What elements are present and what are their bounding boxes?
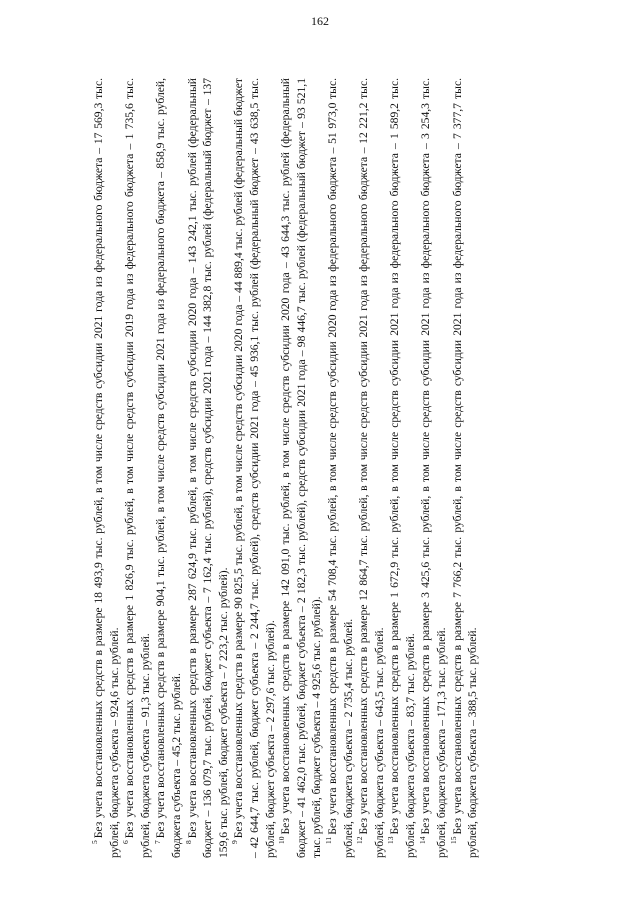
footnote-6: [122, 78, 153, 858]
footnote-text: Без учета восстановленных средств в размере 287 624,9 тыс. рублей, в том числе средств субсидии 2020 года – 143 242,1 тыс. рублей (федеральный бюджет – 136 079,7 тыс. рублей, бюджет субъекта – 7 162,4 тыс. рублей), средств субсидии 2021 года – 144 382,8 тыс. рублей (федеральный бюджет – 137 159,6 тыс. рублей, бюджет субъекта – 7 223,2 тыс. рублей).: [185, 78, 230, 858]
footnote-number: 8: [183, 840, 193, 844]
footnote-number: 13: [386, 836, 396, 844]
footnote-number: 14: [417, 836, 427, 844]
footnote-text: Без учета восстановленных средств в размере 1 826,9 тыс. рублей, в том числе средств субсидии 2019 года из федерального бюджета – 1 735,6 тыс. рублей, бюджета субъекта – 91,3 тыс. рублей.: [123, 78, 152, 858]
footnote-number: 9: [230, 840, 240, 844]
footnote-number: 10: [277, 836, 287, 844]
footnote-text: Без учета восстановленных средств в размере 18 493,9 тыс. рублей, в том числе средств субсидии 2021 года из федерального бюджета – 17 569,3 тыс. рублей, бюджета субъекта – 924,6 тыс. рублей.: [92, 78, 121, 858]
footnote-text: Без учета восстановленных средств в размере 7 766,2 тыс. рублей, в том числе средств субсидии 2021 года из федерального бюджета – 7 377,7 тыс. рублей, бюджета субъекта – 388,5 тыс. рублей.: [450, 78, 480, 858]
footnote-number: 11: [324, 836, 334, 844]
footnote-13: [387, 78, 418, 858]
footnote-7: [153, 78, 184, 858]
footnote-14: [418, 78, 449, 858]
footnote-11: [325, 78, 356, 858]
footnote-text: Без учета восстановленных средств в размере 1 672,9 тыс. рублей, в том числе средств субсидии 2021 года из федерального бюджета – 1 589,2 тыс. рублей, бюджета субъекта – 83,7 тыс. рублей.: [388, 78, 417, 858]
footnote-15: [450, 78, 481, 858]
footnote-number: 6: [121, 840, 131, 844]
footnote-text: Без учета восстановленных средств в размере 142 091,0 тыс. рублей, в том числе средств субсидии 2020 года – 43 644,3 тыс. рублей (федеральный бюджет – 41 462,0 тыс. рублей, бюджет субъекта – 2 182,3 тыс. рублей), средств субсидии 2021 года – 98 446,7 тыс. рублей (федеральный бюджет – 93 521,1 тыс. рублей, бюджет субъекта – 4 925,6 тыс. рублей).: [279, 78, 324, 858]
footnote-number: 7: [152, 840, 162, 844]
footnote-text: Без учета восстановленных средств в размере 904,1 тыс. рублей, в том числе средств субсидии 2021 года из федерального бюджета – 858,9 тыс. рублей, бюджета субъекта – 45,2 тыс. рублей.: [154, 78, 183, 858]
footnote-10: [278, 78, 325, 858]
footnote-text: Без учета восстановленных средств в размере 12 864,7 тыс. рублей, в том числе средств субсидии 2021 года из федерального бюджета – 12 221,2 тыс. рублей, бюджета субъекта – 643,5 тыс. рублей.: [357, 78, 386, 858]
footnote-number: 15: [448, 836, 458, 844]
footnote-number: 12: [355, 836, 365, 844]
footnote-5: [91, 78, 122, 858]
rotated-footnotes-block: [91, 78, 591, 858]
footnote-text: Без учета восстановленных средств в размере 90 825,5 тыс. рублей, в том числе средств субсидии 2020 года – 44 889,4 тыс. рублей (федеральный бюджет – 42 644,7 тыс. рублей, бюджет субъекта – 2 244,7 тыс. рублей), средств субсидии 2021 года – 45 936,1 тыс. рублей (федеральный бюджет – 43 638,5 тыс. рублей, бюджет субъекта – 2 297,6 тыс. рублей).: [232, 78, 277, 858]
footnote-text: Без учета восстановленных средств в размере 3 425,6 тыс. рублей, в том числе средств субсидии 2021 года из федерального бюджета – 3 254,3 тыс. рублей, бюджета субъекта – 171,3 тыс. рублей.: [419, 78, 449, 858]
footnote-9: [231, 78, 278, 858]
footnote-number: 5: [90, 840, 100, 844]
footnote-text: Без учета восстановленных средств в размере 54 708,4 тыс. рублей, в том числе средств субсидии 2020 года из федерального бюджета – 51 973,0 тыс. рублей, бюджета субъекта – 2 735,4 тыс. рублей.: [325, 78, 355, 858]
footnote-8: [185, 78, 232, 858]
footnote-12: [356, 78, 387, 858]
page-number: 162: [311, 14, 329, 28]
